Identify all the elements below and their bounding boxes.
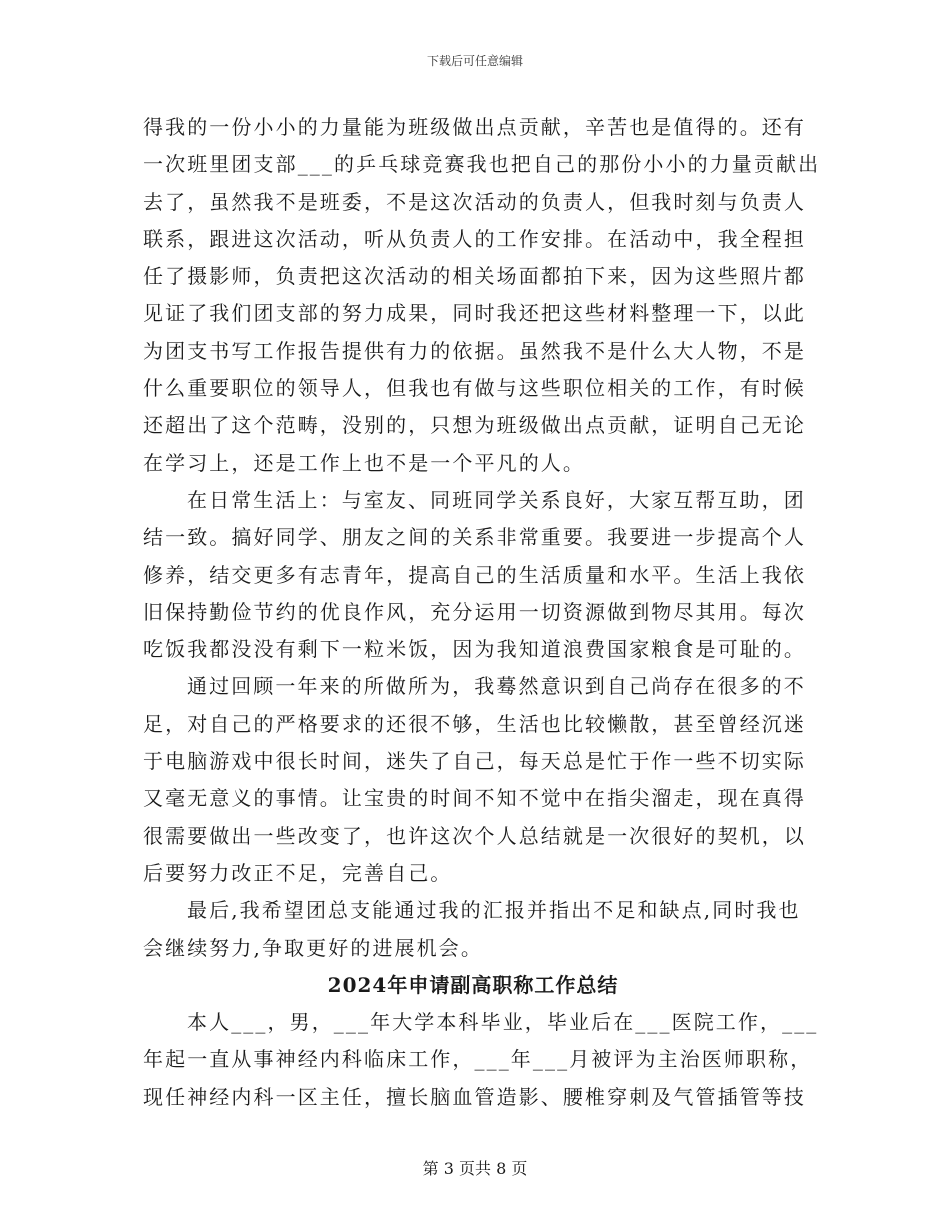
- body-line: 任了摄影师，负责把这次活动的相关场面都拍下来，因为这些照片都: [143, 264, 806, 289]
- page-header: 下载后可任意编辑: [426, 54, 523, 68]
- body-line: 修养，结交更多有志青年，提高自己的生活质量和水平。生活上我依: [143, 562, 806, 587]
- paragraph-start-line: 本人___，男，___年大学本科毕业，毕业后在___医院工作，___: [187, 1010, 819, 1035]
- body-line: 去了，虽然我不是班委，不是这次活动的负责人，但我时刻与负责人: [143, 189, 806, 214]
- body-line: 在学习上，还是工作上也不是一个平凡的人。: [143, 450, 585, 475]
- body-line: 还超出了这个范畴，没别的，只想为班级做出点贡献，证明自己无论: [143, 413, 806, 438]
- body-line: 见证了我们团支部的努力成果，同时我还把这些材料整理一下，以此: [143, 301, 806, 326]
- document-body: [143, 109, 821, 1116]
- body-line: 现任神经内科一区主任，擅长脑血管造影、腰椎穿刺及气管插管等技: [143, 1084, 806, 1109]
- paragraph-start-line: 通过回顾一年来的所做所为，我蓦然意识到自己尚存在很多的不: [187, 674, 806, 699]
- body-line: 联系，跟进这次活动，听从负责人的工作安排。在活动中，我全程担: [143, 226, 806, 251]
- section-title: 2024年申请副高职称工作总结: [327, 972, 619, 997]
- body-line: 为团支书写工作报告提供有力的依据。虽然我不是什么大人物，不是: [143, 338, 806, 363]
- body-line: 一次班里团支部___的乒乓球竞赛我也把自己的那份小小的力量贡献出: [143, 152, 821, 177]
- body-line: 足，对自己的严格要求的还很不够，生活也比较懒散，甚至曾经沉迷: [143, 711, 806, 736]
- body-line: 吃饭我都没没有剩下一粒米饭，因为我知道浪费国家粮食是可耻的。: [143, 637, 806, 662]
- paragraph-start-line: 最后,我希望团总支能通过我的汇报并指出不足和缺点,同时我也: [187, 898, 801, 923]
- body-line: 得我的一份小小的力量能为班级做出点贡献，辛苦也是值得的。还有: [143, 115, 806, 139]
- body-line: 结一致。搞好同学、朋友之间的关系非常重要。我要进一步提高个人: [143, 525, 806, 550]
- body-line: 年起一直从事神经内科临床工作，___年___月被评为主治医师职称，: [143, 1047, 813, 1072]
- page-footer: 第 3 页共 8 页: [422, 1159, 528, 1178]
- body-line: 又毫无意义的事情。让宝贵的时间不知不觉中在指尖溜走，现在真得: [143, 786, 806, 811]
- body-line: 后要努力改正不足，完善自己。: [143, 860, 453, 885]
- body-line: 旧保持勤俭节约的优良作风，充分运用一切资源做到物尽其用。每次: [143, 599, 806, 624]
- body-line: 会继续努力,争取更好的进展机会。: [143, 935, 483, 960]
- body-line: 什么重要职位的领导人，但我也有做与这些职位相关的工作，有时候: [143, 376, 806, 401]
- paragraph-start-line: 在日常生活上：与室友、同班同学关系良好，大家互帮互助，团: [187, 487, 806, 512]
- body-line: 于电脑游戏中很长时间，迷失了自己，每天总是忙于作一些不切实际: [143, 749, 806, 774]
- body-line: 很需要做出一些改变了，也许这次个人总结就是一次很好的契机，以: [143, 823, 806, 848]
